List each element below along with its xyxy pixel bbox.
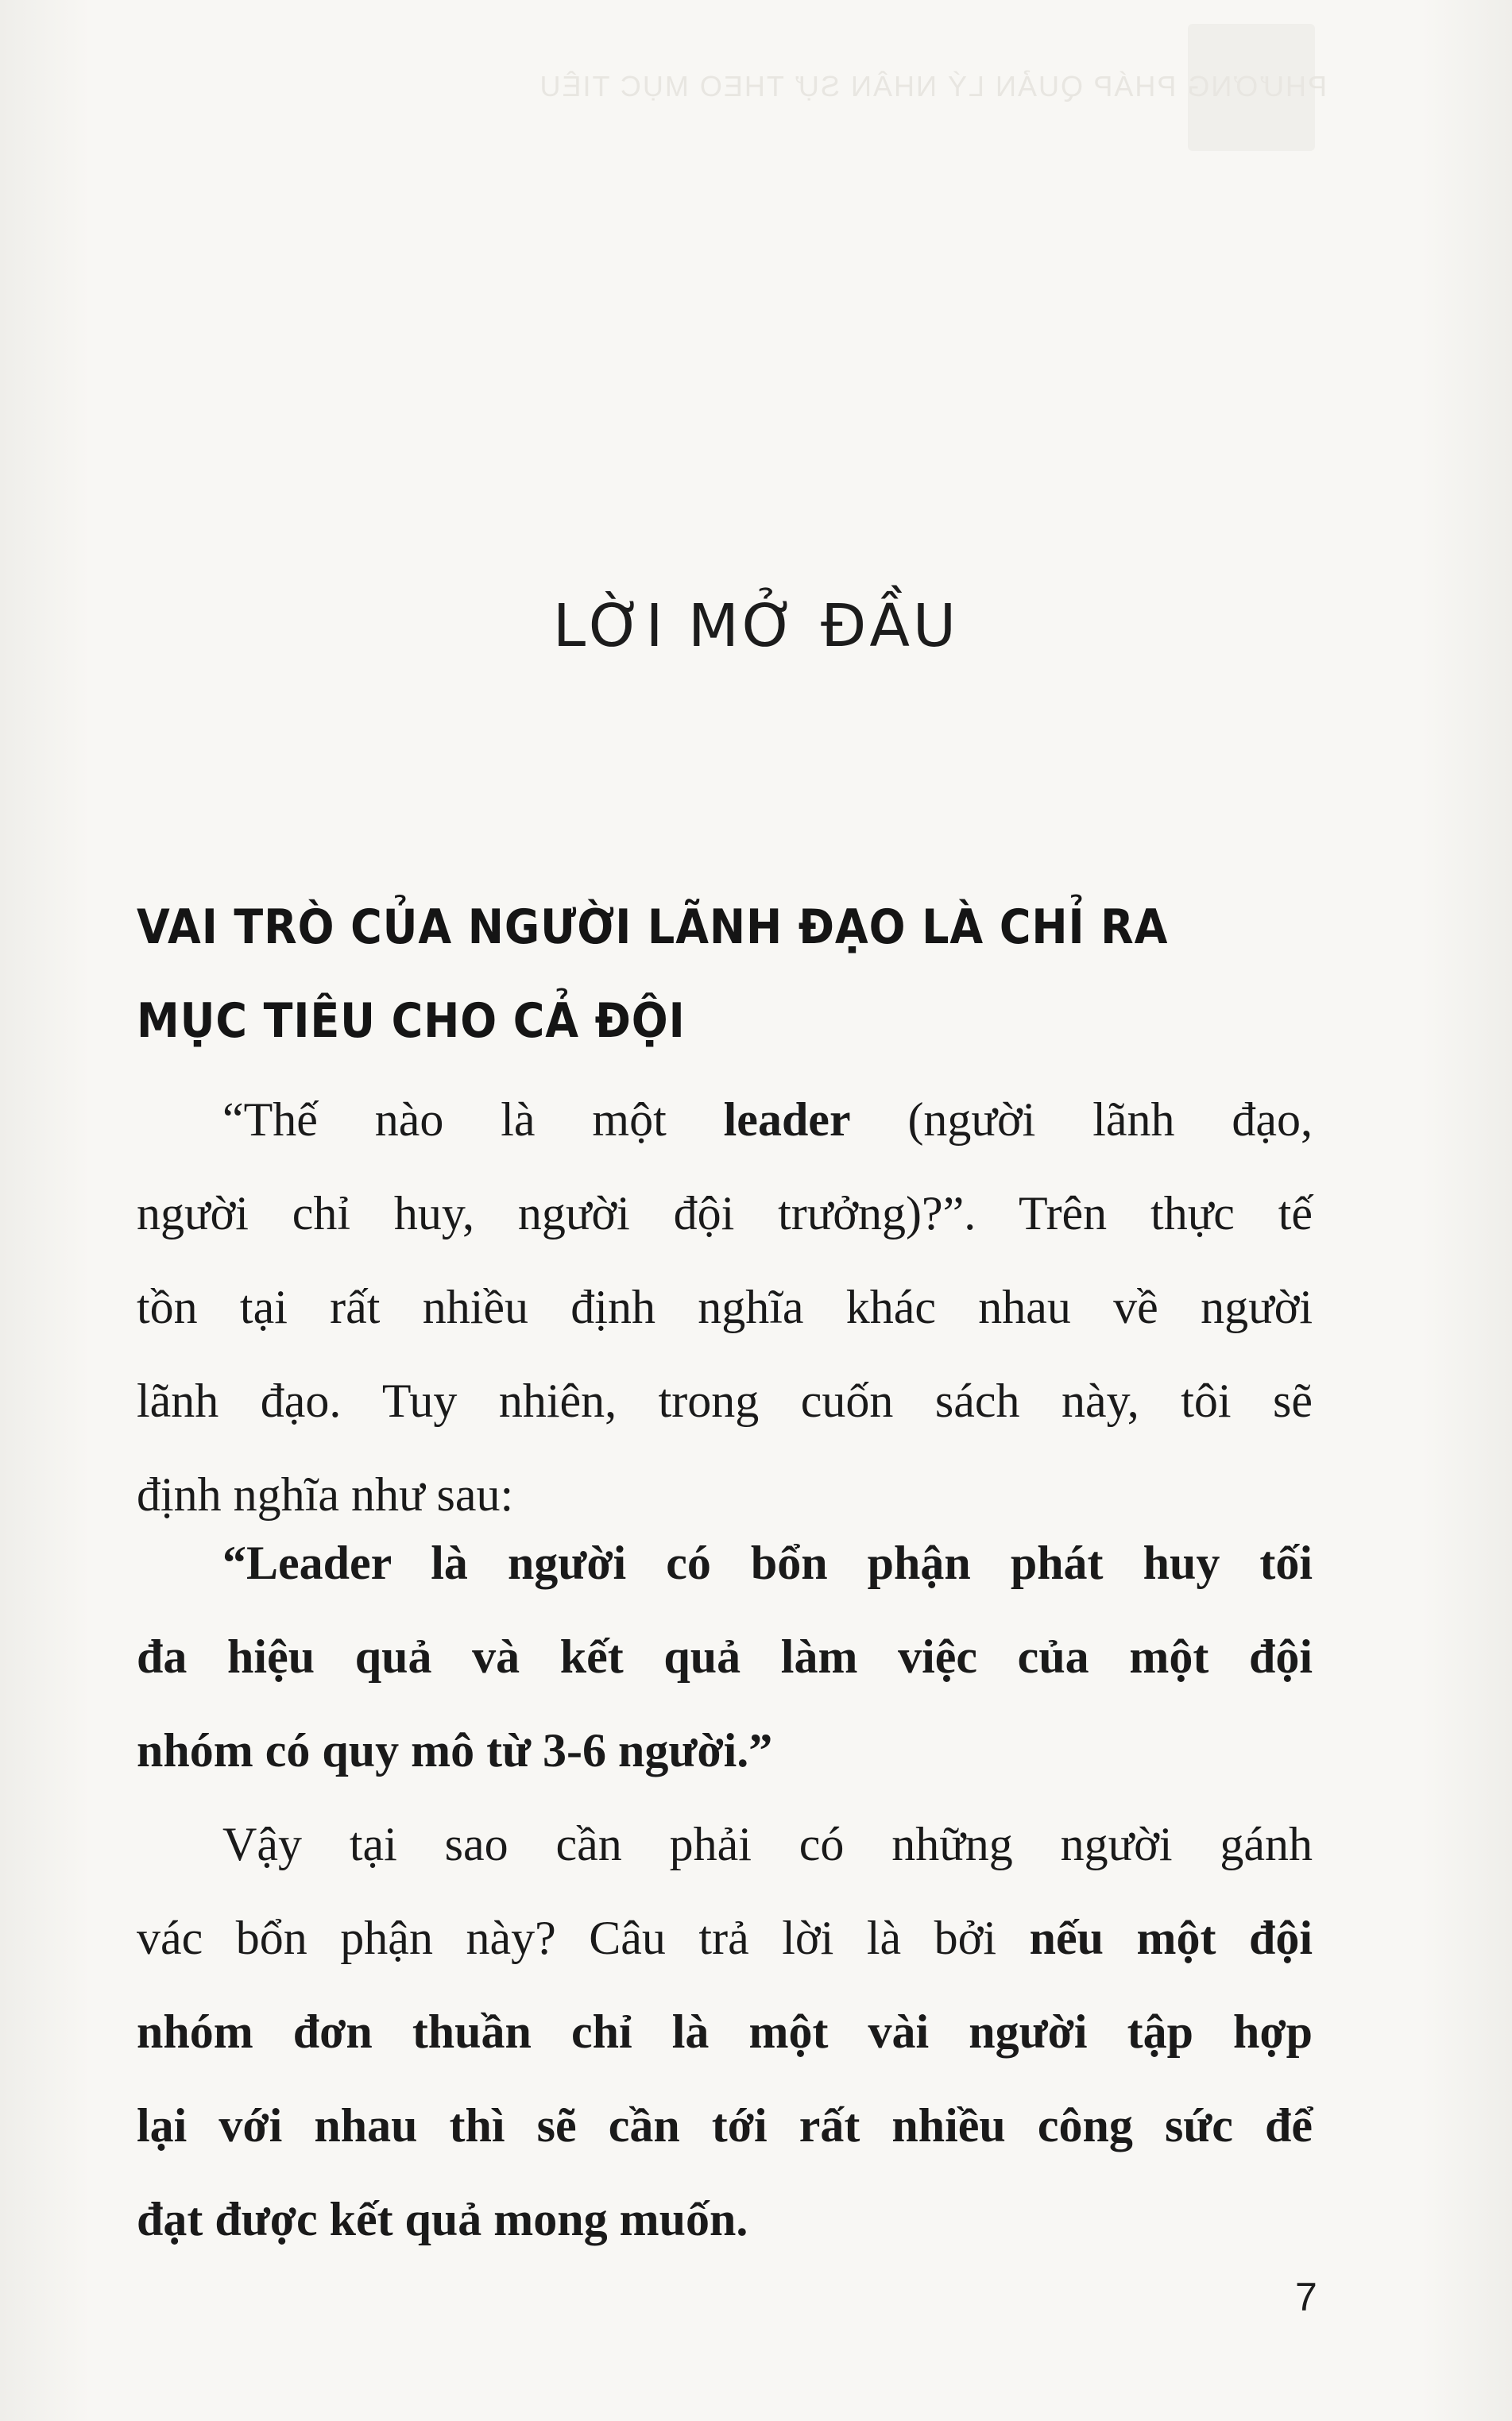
- paragraph-leader-definition: [137, 1516, 1313, 1797]
- paragraph-line: Vậy tại sao cần phải có những người gánh: [222, 1818, 1313, 1870]
- paragraph-leader-question: [137, 1073, 1313, 1541]
- section-heading-line-1: VAI TRÒ CỦA NGƯỜI LÃNH ĐẠO LÀ CHỈ RA: [137, 899, 1169, 955]
- paragraph-why-leader: [137, 1797, 1313, 2266]
- bold-run: nếu một đội: [1029, 1912, 1313, 1964]
- paragraph-line: nhóm đơn thuần chỉ là một vài người tập hợp: [137, 2005, 1313, 2058]
- paragraph-line: đa hiệu quả và kết quả làm việc của một đội: [137, 1630, 1313, 1683]
- text-run: “Thế nào là một: [222, 1093, 724, 1146]
- section-heading-line-2: MỤC TIÊU CHO CẢ ĐỘI: [137, 993, 686, 1049]
- paragraph-line: nhóm có quy mô từ 3-6 người.”: [137, 1724, 773, 1777]
- section-heading: [137, 880, 1252, 1068]
- chapter-title: LỜI MỞ ĐẦU: [552, 592, 960, 660]
- text-run: (người lãnh đạo,: [850, 1093, 1313, 1146]
- paragraph-line: đạt được kết quả mong muốn.: [137, 2193, 748, 2245]
- paragraph-line: lãnh đạo. Tuy nhiên, trong cuốn sách này, tôi sẽ: [137, 1375, 1313, 1427]
- paragraph-line: tồn tại rất nhiều định nghĩa khác nhau về người: [137, 1281, 1313, 1333]
- paragraph-line: [137, 1073, 1313, 1166]
- text-run: vác bổn phận này? Câu trả lời là bởi: [137, 1912, 1030, 1964]
- paragraph-line: [137, 1891, 1313, 1985]
- bleed-through-header: PHƯƠNG PHÁP QUẢN LÝ NHÂN SỰ THEO MỤC TIÊU: [538, 70, 1327, 102]
- paragraph-line: người chỉ huy, người đội trưởng)?”. Trên thực tế: [137, 1187, 1313, 1240]
- paragraph-line: lại với nhau thì sẽ cần tới rất nhiều công sức để: [137, 2099, 1313, 2152]
- paragraph-line: “Leader là người có bổn phận phát huy tối: [222, 1537, 1313, 1589]
- paragraph-line: định nghĩa như sau:: [137, 1468, 514, 1521]
- bold-term: leader: [723, 1093, 851, 1146]
- page-number: 7: [1295, 2275, 1317, 2319]
